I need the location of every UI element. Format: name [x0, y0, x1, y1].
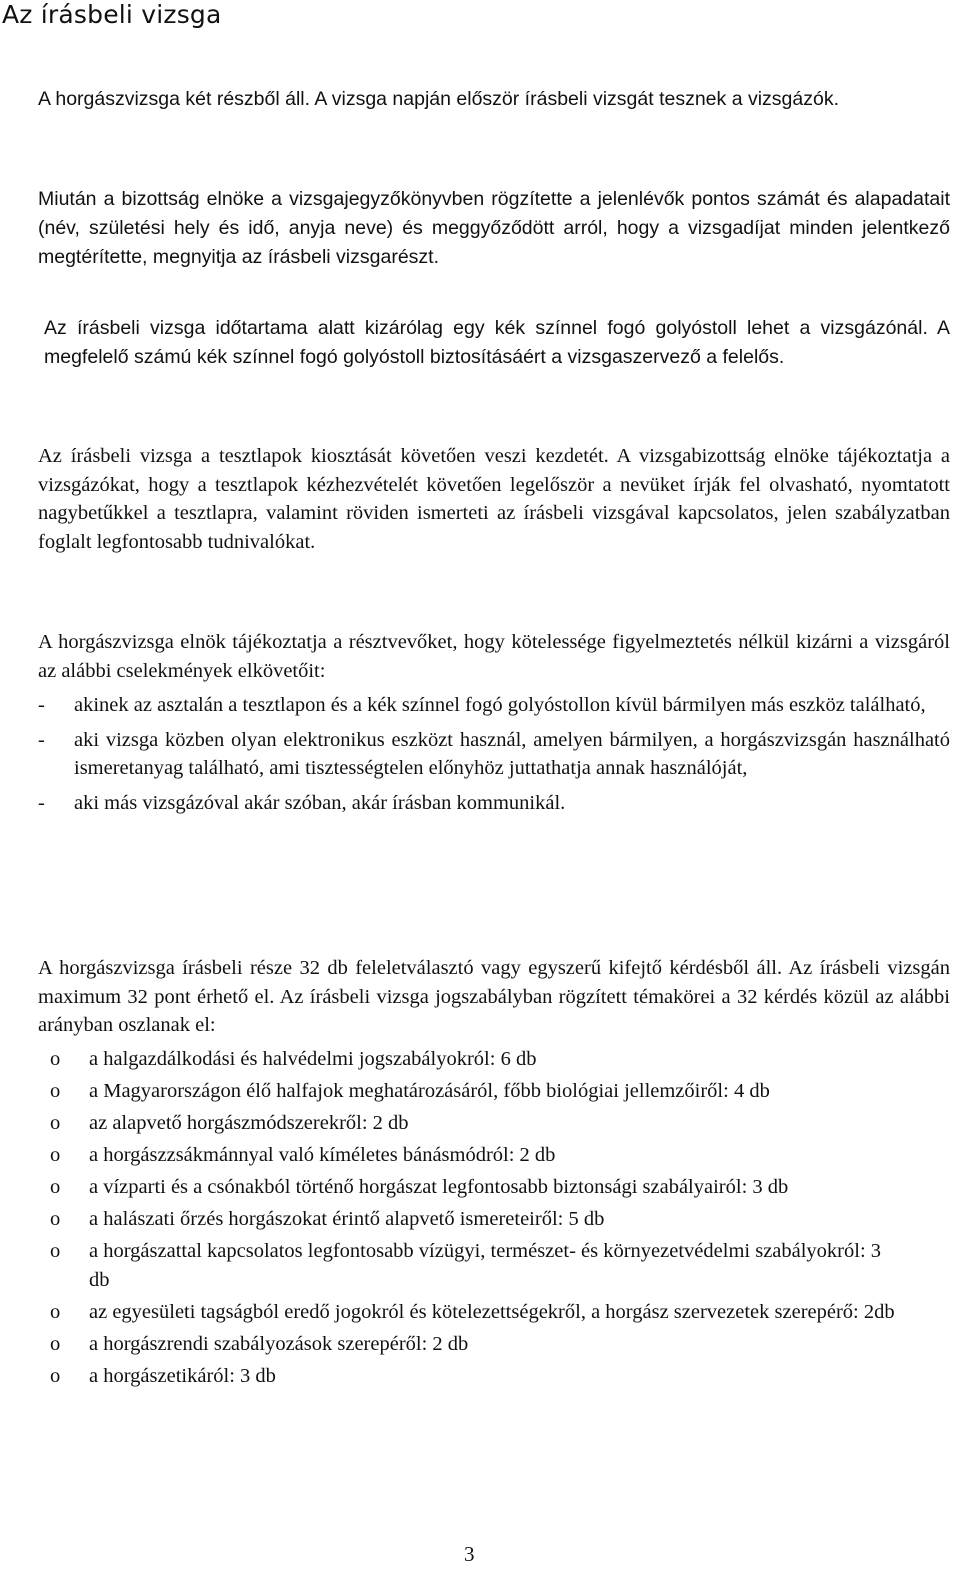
list-item	[50, 1330, 900, 1359]
opening-paragraph: Miután a bizottság elnöke a vizsgajegyzőkönyvben rögzítette a jelenlévők pontos számát és alapadatait (név, születési hely és idő, anyja neve) és meggyőződött arról, hogy a vizsgadíjat minden jelentkező megtérítette, megnyitja az írásbeli vizsgarészt.	[38, 188, 950, 268]
list-item-text: a halászati őrzés horgászokat érintő alapvető ismereteiről: 5 db	[89, 1208, 605, 1230]
circle-bullet: o	[50, 1300, 61, 1323]
written-part-paragraph: A horgászvizsga írásbeli része 32 db feleletválasztó vagy egyszerű kifejtő kérdésből áll. Az írásbeli vizsgán maximum 32 pont érhető el. Az írásbeli vizsga jogszabályban rögzített témakörei a 32 kérdés közül az alábbi arányban oszlanak el:	[38, 957, 950, 1036]
circle-bullet: o	[50, 1332, 61, 1355]
list-item-text: aki más vizsgázóval akár szóban, akár írásban kommunikál.	[74, 791, 566, 814]
list-item	[50, 1237, 900, 1294]
dash-bullet: -	[38, 728, 45, 751]
circle-bullet: o	[50, 1240, 61, 1262]
circle-bullet: o	[50, 1208, 61, 1230]
list-item	[50, 1298, 900, 1327]
list-item	[50, 1045, 900, 1074]
circle-bullet: o	[50, 1176, 61, 1198]
list-item	[50, 1362, 900, 1391]
circle-bullet: o	[50, 1048, 61, 1070]
intro-paragraph: A horgászvizsga két részből áll. A vizsga napján először írásbeli vizsgát tesznek a vizsgázók.	[38, 88, 839, 110]
circle-bullet: o	[50, 1112, 61, 1134]
list-item	[50, 1141, 900, 1170]
topic-list	[50, 1045, 900, 1394]
circle-bullet: o	[50, 1364, 61, 1387]
page-number: 3	[464, 1542, 475, 1566]
circle-bullet: o	[50, 1080, 61, 1102]
list-item-text: a horgászattal kapcsolatos legfontosabb vízügyi, természet- és környezetvédelmi szabályokról: 3 db	[89, 1240, 882, 1291]
list-item	[38, 726, 950, 783]
list-item	[50, 1077, 900, 1106]
list-item-text: a horgászrendi szabályozások szerepéről: 2 db	[89, 1332, 469, 1355]
pen-rule-paragraph: Az írásbeli vizsga időtartama alatt kizárólag egy kék színnel fogó golyóstoll lehet a vizsgázónál. A megfelelő számú kék színnel fogó golyóstoll biztosításáért a vizsgaszervező a felelős.	[44, 317, 950, 368]
circle-bullet: o	[50, 1144, 61, 1166]
dash-bullet: -	[38, 694, 45, 716]
test-start-paragraph: Az írásbeli vizsga a tesztlapok kiosztását követően veszi kezdetét. A vizsgabizottság elnöke tájékoztatja a vizsgázókat, hogy a tesztlapok kézhezvételét követően legelőször a nevüket írják fel olvasható, nyomtatott nagybetűkkel a tesztlapra, valamint röviden ismerteti az írásbeli vizsgával kapcsolatos, jelen szabályzatban foglalt legfontosabb tudnivalókat.	[38, 445, 950, 553]
list-item-text: aki vizsga közben olyan elektronikus eszközt használ, amelyen bármilyen, a horgászvizsgán használható ismeretanyag található, ami tisztességtelen előnyhöz juttathatja annak használóját,	[74, 728, 950, 779]
list-item-text: a halgazdálkodási és halvédelmi jogszabályokról: 6 db	[89, 1048, 537, 1070]
list-item-text: a horgászetikáról: 3 db	[89, 1364, 276, 1387]
list-item	[50, 1173, 900, 1202]
list-item	[38, 789, 950, 818]
exclusion-list	[38, 691, 950, 823]
list-item-text: a Magyarországon élő halfajok meghatározásáról, főbb biológiai jellemzőiről: 4 db	[89, 1080, 770, 1102]
page-title: Az írásbeli vizsga	[2, 0, 222, 29]
list-item-text: a horgászzsákmánnyal való kíméletes bánásmódról: 2 db	[89, 1144, 556, 1166]
list-item	[50, 1109, 900, 1138]
list-item-text: az alapvető horgászmódszerekről: 2 db	[89, 1112, 409, 1134]
list-item-text: akinek az asztalán a tesztlapon és a kék színnel fogó golyóstollon kívül bármilyen más eszköz található,	[74, 694, 926, 716]
list-item	[38, 691, 950, 720]
list-item-text: az egyesületi tagságból eredő jogokról és kötelezettségekről, a horgász szervezetek szerepérő: 2db	[89, 1300, 895, 1323]
list-item-text: a vízparti és a csónakból történő horgászat legfontosabb biztonsági szabályairól: 3 db	[89, 1176, 789, 1198]
list-item	[50, 1205, 900, 1234]
dash-bullet: -	[38, 791, 45, 814]
exclusion-intro-paragraph: A horgászvizsga elnök tájékoztatja a résztvevőket, hogy kötelessége figyelmeztetés nélkül kizárni a vizsgáról az alábbi cselekmények elkövetőit:	[38, 631, 950, 682]
